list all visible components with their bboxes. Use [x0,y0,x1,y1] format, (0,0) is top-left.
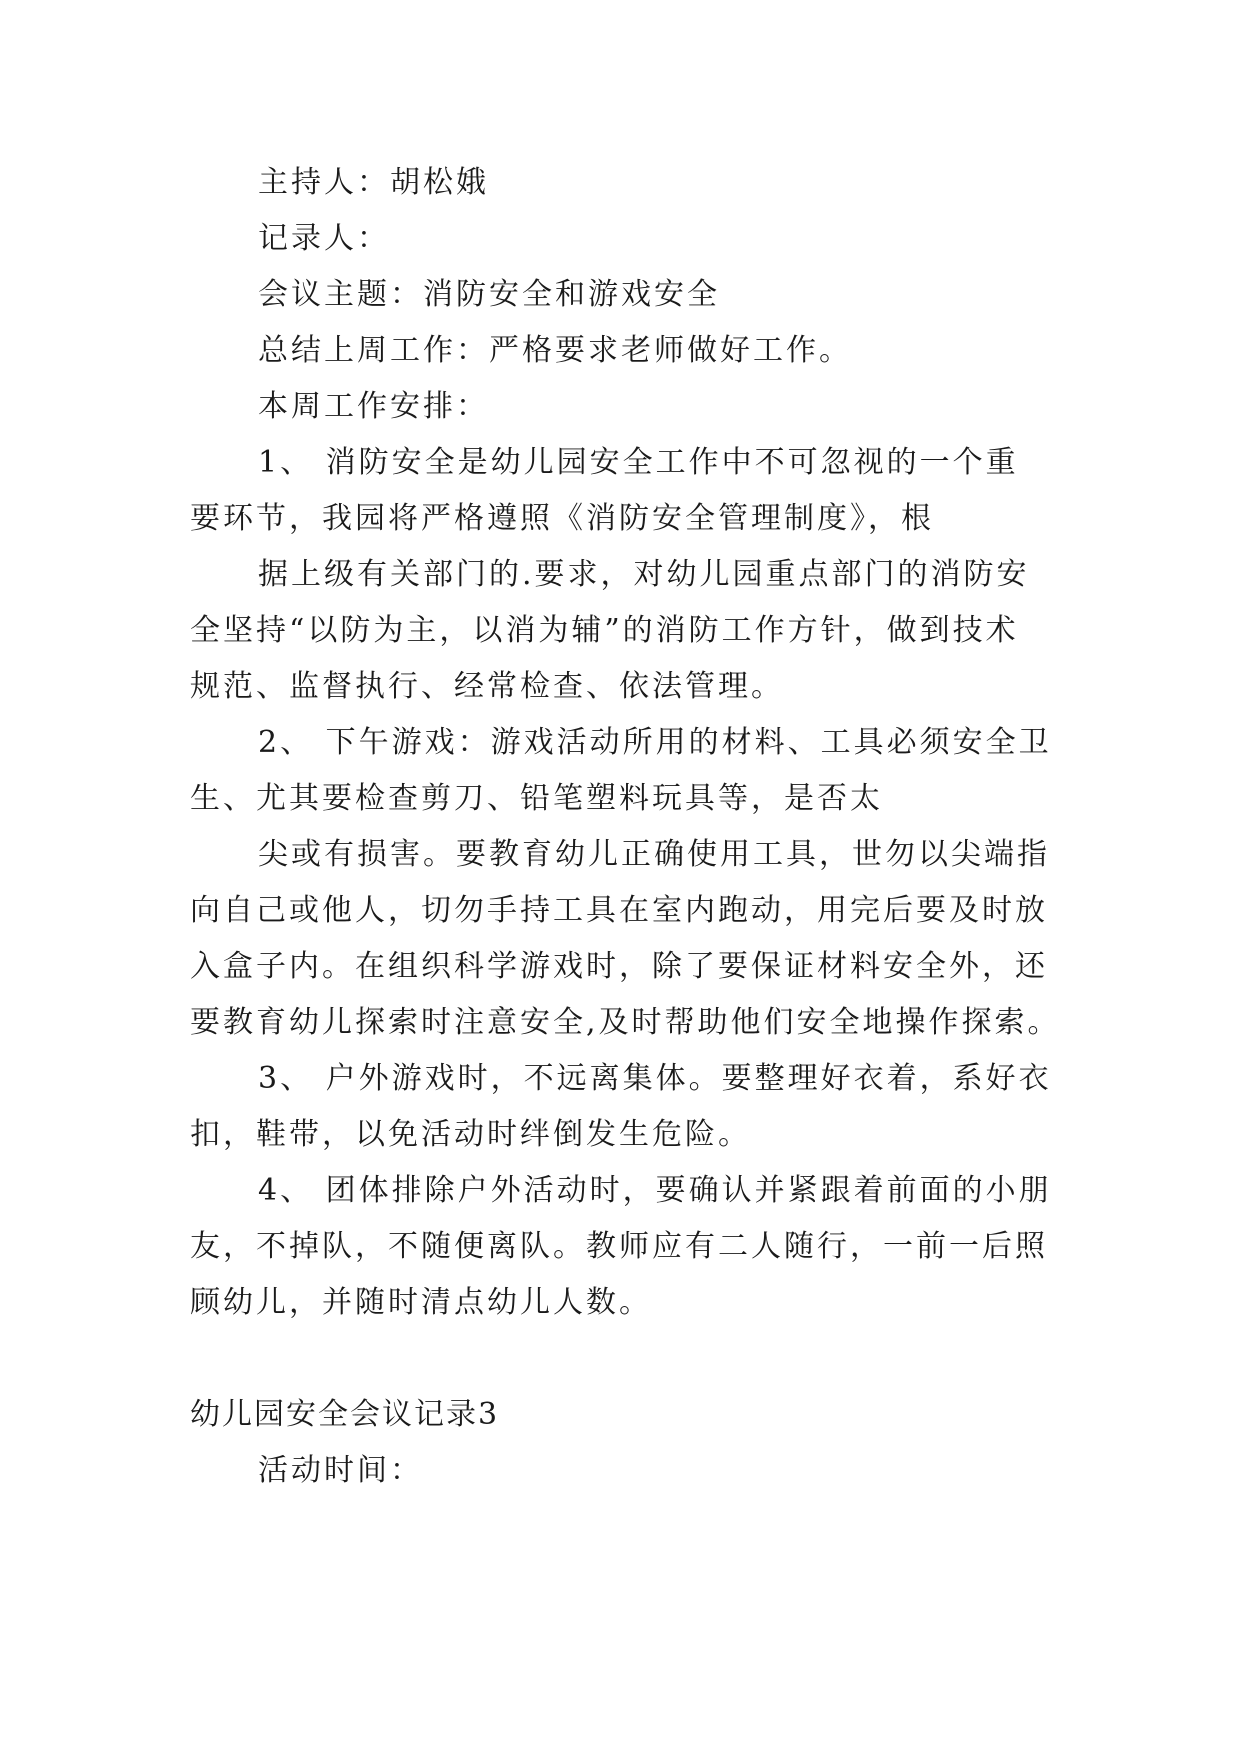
topic-line: 会议主题：消防安全和游戏安全 [258,277,720,312]
item-3 [190,1051,1070,1163]
item-1-line-5: 规范、监督执行、经常检查、依法管理。 [190,669,784,704]
item-4 [190,1163,1070,1331]
item-2-line-4: 向自己或他人，切勿手持工具在室内跑动，用完后要及时放 [190,893,1048,928]
item-2-line-5: 入盒子内。在组织科学游戏时，除了要保证材料安全外，还 [190,949,1048,984]
summary-line: 总结上周工作：严格要求老师做好工作。 [258,333,852,368]
item-3-line-2: 扣，鞋带，以免活动时绊倒发生危险。 [190,1117,751,1152]
item-4-line-3: 顾幼儿，并随时清点幼儿人数。 [190,1285,652,1320]
document-body [190,155,1070,1499]
item-1-line-2: 要环节，我园将严格遵照《消防安全管理制度》，根 [190,501,934,536]
item-4-line-1: 4、 团体排除户外活动时，要确认并紧跟着前面的小朋 [258,1173,1052,1208]
item-2-line-1: 2、 下午游戏：游戏活动所用的材料、工具必须安全卫 [258,725,1052,760]
item-2-line-3: 尖或有损害。要教育幼儿正确使用工具，世勿以尖端指 [258,837,1050,872]
item-2 [190,715,1070,1051]
item-4-line-2: 友，不掉队，不随便离队。教师应有二人随行，一前一后照 [190,1229,1048,1264]
item-3-line-1: 3、 户外游戏时，不远离集体。要整理好衣着，系好衣 [258,1061,1052,1096]
item-2-line-6: 要教育幼儿探索时注意安全,及时帮助他们安全地操作探索。 [190,1005,1061,1040]
activity-time-line: 活动时间： [258,1453,423,1488]
section-title: 幼儿园安全会议记录3 [190,1397,500,1432]
plan-line: 本周工作安排： [258,389,489,424]
recorder-line: 记录人： [258,221,390,256]
item-1-line-1: 1、 消防安全是幼儿园安全工作中不可忽视的一个重 [258,445,1019,480]
item-1-line-3: 据上级有关部门的.要求，对幼儿园重点部门的消防安 [258,557,1030,592]
item-2-line-2: 生、尤其要检查剪刀、铅笔塑料玩具等，是否太 [190,781,883,816]
item-1 [190,435,1070,715]
section-gap [190,1331,1070,1387]
host-line: 主持人：胡松娥 [258,165,489,200]
item-1-line-4: 全坚持“以防为主，以消为辅”的消防工作方针，做到技术 [190,613,1019,648]
